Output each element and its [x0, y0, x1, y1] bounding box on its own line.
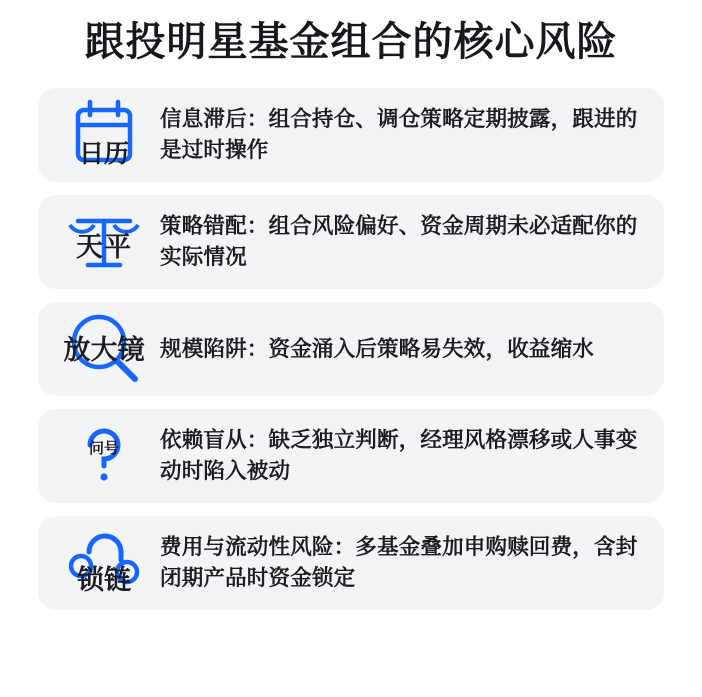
list-item-text: 策略错配：组合风险偏好、资金周期未必适配你的实际情况 [160, 214, 638, 269]
icon-label: 锁链 [77, 565, 131, 595]
icon-label: 放大镜 [63, 335, 145, 365]
chain-lock-icon [52, 526, 156, 600]
list-item [38, 195, 664, 289]
balance-scale-icon [52, 205, 156, 279]
icon-label: 天平 [76, 232, 132, 262]
list-item-text: 依赖盲从：缺乏独立判断，经理风格漂移或人事变动时陷入被动 [160, 428, 638, 483]
list-item-text: 规模陷阱：资金涌入后策略易失效，收益缩水 [160, 336, 595, 361]
risk-list [0, 72, 702, 610]
page-title: 跟投明星基金组合的核心风险 [84, 20, 618, 64]
magnifier-icon [52, 312, 156, 386]
calendar-icon [52, 98, 156, 172]
list-item [38, 409, 664, 503]
list-item [38, 302, 664, 396]
list-item [38, 88, 664, 182]
list-item-text: 信息滞后：组合持仓、调仓策略定期披露，跟进的是过时操作 [160, 107, 638, 162]
list-item-text: 费用与流动性风险：多基金叠加申购赎回费，含封闭期产品时资金锁定 [160, 535, 638, 590]
question-mark-icon [52, 419, 156, 493]
icon-label: 日历 [78, 140, 129, 168]
list-item [38, 516, 664, 610]
icon-label: 问号 [88, 440, 119, 457]
